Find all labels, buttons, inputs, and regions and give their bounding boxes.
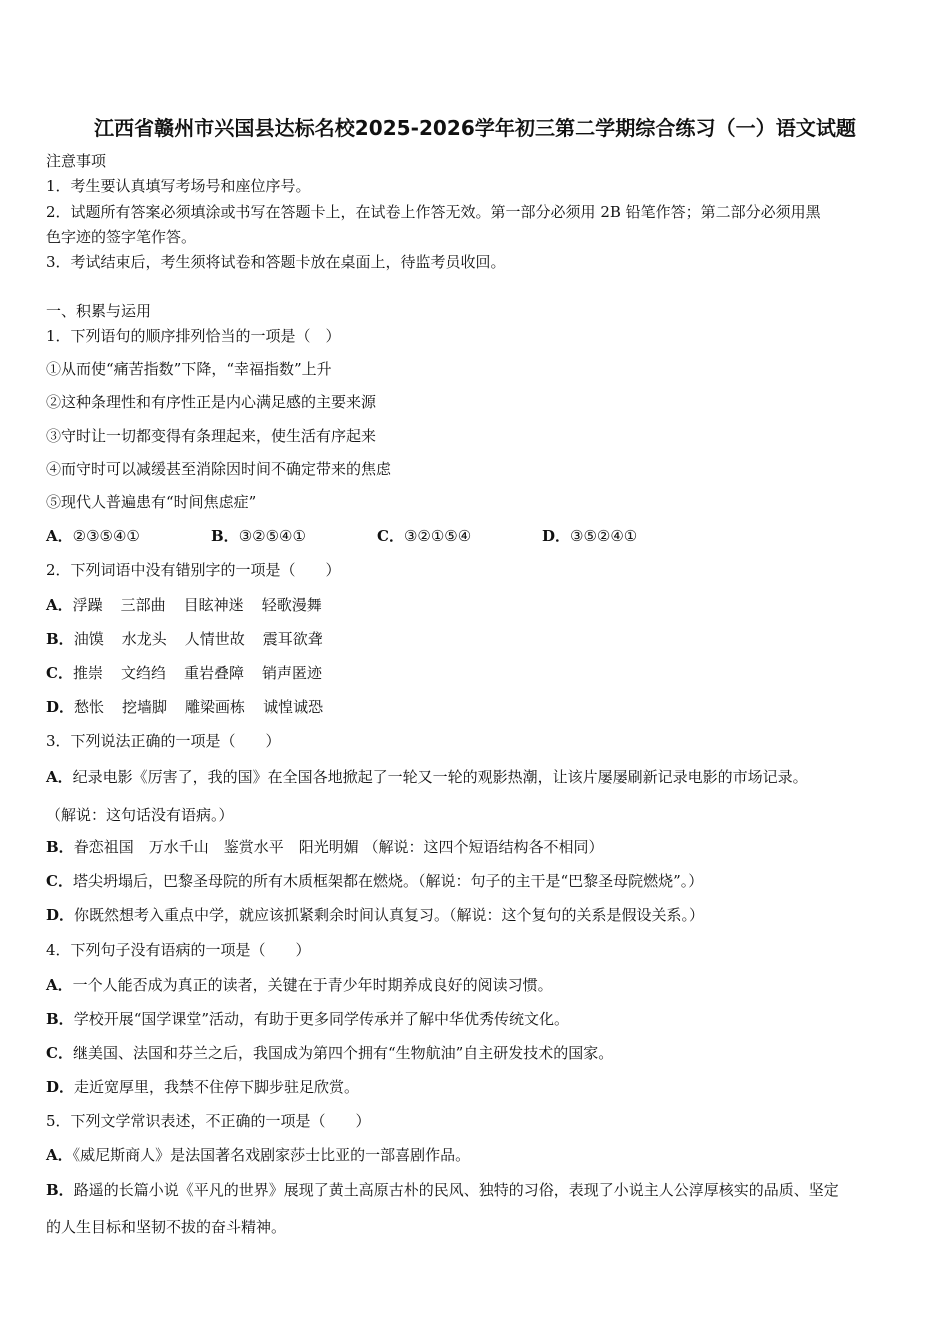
option-b: [46, 1009, 569, 1029]
option-c: [46, 663, 340, 683]
option-label: B．: [211, 527, 239, 545]
option-text: ②③⑤④①: [72, 527, 140, 545]
notice-item: 1．考生要认真填写考场号和座位序号。: [46, 177, 311, 195]
option-text: 纪录电影《厉害了，我的国》在全国各地掀起了一轮又一轮的观影热潮，让该片屡屡刷新记录电影的市场记录。: [72, 768, 808, 786]
option-label: C．: [377, 527, 404, 545]
option-b: [46, 629, 341, 649]
word: 文绉绉: [120, 664, 166, 682]
word: 目眩神迷: [183, 596, 244, 614]
sentence-item: ①从而使“痛苦指数”下降，“幸福指数”上升: [46, 360, 332, 378]
word: 销声匿迹: [262, 664, 323, 682]
word: 挖墙脚: [122, 698, 168, 716]
option-text: 继美国、法国和芬兰之后，我国成为第四个拥有“生物航油”自主研发技术的国家。: [72, 1044, 614, 1062]
option-label: D．: [46, 698, 75, 716]
word: 诚惶诚恐: [263, 698, 324, 716]
option-text: 塔尖坍塌后，巴黎圣母院的所有木质框架都在燃烧。（解说：句子的主干是“巴黎圣母院燃烧”。）: [72, 872, 704, 890]
option-b: [211, 526, 306, 546]
option-d: [46, 905, 704, 925]
option-text: （解说：这句话没有语病。）: [46, 806, 234, 824]
option-label: B．: [46, 1181, 74, 1199]
notice-item: 2．试题所有答案必须填涂或书写在答题卡上，在试卷上作答无效。第一部分必须用 2B 铅笔作答；第二部分必须用黑: [46, 203, 821, 221]
word: 水龙头: [121, 630, 167, 648]
option-a: [46, 526, 140, 546]
word: 推崇: [72, 664, 103, 682]
word: 人情世故: [184, 630, 245, 648]
option-continuation: [46, 805, 234, 825]
word: 重岩叠障: [183, 664, 244, 682]
sentence-item: ⑤现代人普遍患有“时间焦虑症”: [46, 493, 257, 511]
option-label: C．: [46, 872, 73, 890]
option-text: 走近宽厚里，我禁不住停下脚步驻足欣赏。: [74, 1078, 360, 1096]
option-label: C．: [46, 1044, 73, 1062]
option-label: A．: [46, 527, 73, 545]
option-text: 《威尼斯商人》是法国著名戏剧家莎士比亚的一部喜剧作品。: [72, 1146, 471, 1164]
option-text: ③②⑤④①: [238, 527, 306, 545]
sentence-item: ③守时让一切都变得有条理起来，使生活有序起来: [46, 427, 377, 445]
option-label: B．: [46, 630, 74, 648]
option-text: ③⑤②④①: [570, 527, 638, 545]
option-a: [46, 975, 553, 995]
word: 油馍: [73, 630, 104, 648]
option-c: [46, 871, 703, 891]
question-stem: 2．下列词语中没有错别字的一项是（ ）: [46, 561, 341, 579]
option-c: [46, 1043, 613, 1063]
option-label: D．: [46, 1078, 75, 1096]
option-text: 路遥的长篇小说《平凡的世界》展现了黄土高原古朴的民风、独特的习俗，表现了小说主人公淳厚核实的品质、坚定: [73, 1181, 839, 1199]
option-b: [46, 1180, 839, 1200]
option-a: [46, 595, 340, 615]
option-b: [46, 837, 603, 857]
word: 震耳欲聋: [262, 630, 323, 648]
option-text: 的人生目标和坚韧不拔的奋斗精神。: [46, 1218, 287, 1236]
option-label: B．: [46, 838, 74, 856]
option-label: A．: [46, 596, 73, 614]
option-label: A．: [46, 768, 73, 786]
word: 三部曲: [120, 596, 166, 614]
option-text: 你既然想考入重点中学，就应该抓紧剩余时间认真复习。（解说：这个复句的关系是假设关系。）: [74, 906, 705, 924]
notice-heading: 注意事项: [46, 152, 107, 170]
notice-item: 色字迹的签字笔作答。: [46, 228, 197, 246]
word: 雕梁画栋: [185, 698, 246, 716]
sentence-item: ④而守时可以减缓甚至消除因时间不确定带来的焦虑: [46, 460, 392, 478]
question-stem: 3．下列说法正确的一项是（ ）: [46, 732, 281, 750]
option-text: 眷恋祖国 万水千山 鉴赏水平 阳光明媚 （解说：这四个短语结构各不相同）: [73, 838, 604, 856]
option-label: D．: [542, 527, 571, 545]
word: 愁怅: [74, 698, 105, 716]
option-text: 一个人能否成为真正的读者，关键在于青少年时期养成良好的阅读习惯。: [72, 976, 553, 994]
option-text: ③②①⑤④: [403, 527, 472, 545]
option-d: [46, 1077, 359, 1097]
option-a: [46, 1145, 470, 1165]
page-title: 江西省赣州市兴国县达标名校2025-2026学年初三第二学期综合练习（一）语文试题: [93, 116, 856, 140]
sentence-item: ②这种条理性和有序性正是内心满足感的主要来源: [46, 393, 377, 411]
section-heading: 一、积累与运用: [46, 302, 152, 320]
notice-item: 3．考试结束后，考生须将试卷和答题卡放在桌面上，待监考员收回。: [46, 253, 506, 271]
option-d: [542, 526, 637, 546]
option-label: A．: [46, 1146, 73, 1164]
option-text: 学校开展“国学课堂”活动，有助于更多同学传承并了解中华优秀传统文化。: [73, 1010, 570, 1028]
question-stem: 5．下列文学常识表述，不正确的一项是（ ）: [46, 1112, 371, 1130]
option-continuation: [46, 1217, 286, 1237]
option-a: [46, 767, 808, 787]
option-label: C．: [46, 664, 73, 682]
option-d: [46, 697, 341, 717]
option-label: B．: [46, 1010, 74, 1028]
question-stem: 4．下列句子没有语病的一项是（ ）: [46, 941, 311, 959]
option-label: D．: [46, 906, 75, 924]
question-stem: 1．下列语句的顺序排列恰当的一项是（ ）: [46, 327, 341, 345]
word: 轻歌漫舞: [261, 596, 322, 614]
word: 浮躁: [72, 596, 103, 614]
option-label: A．: [46, 976, 73, 994]
option-c: [377, 526, 471, 546]
